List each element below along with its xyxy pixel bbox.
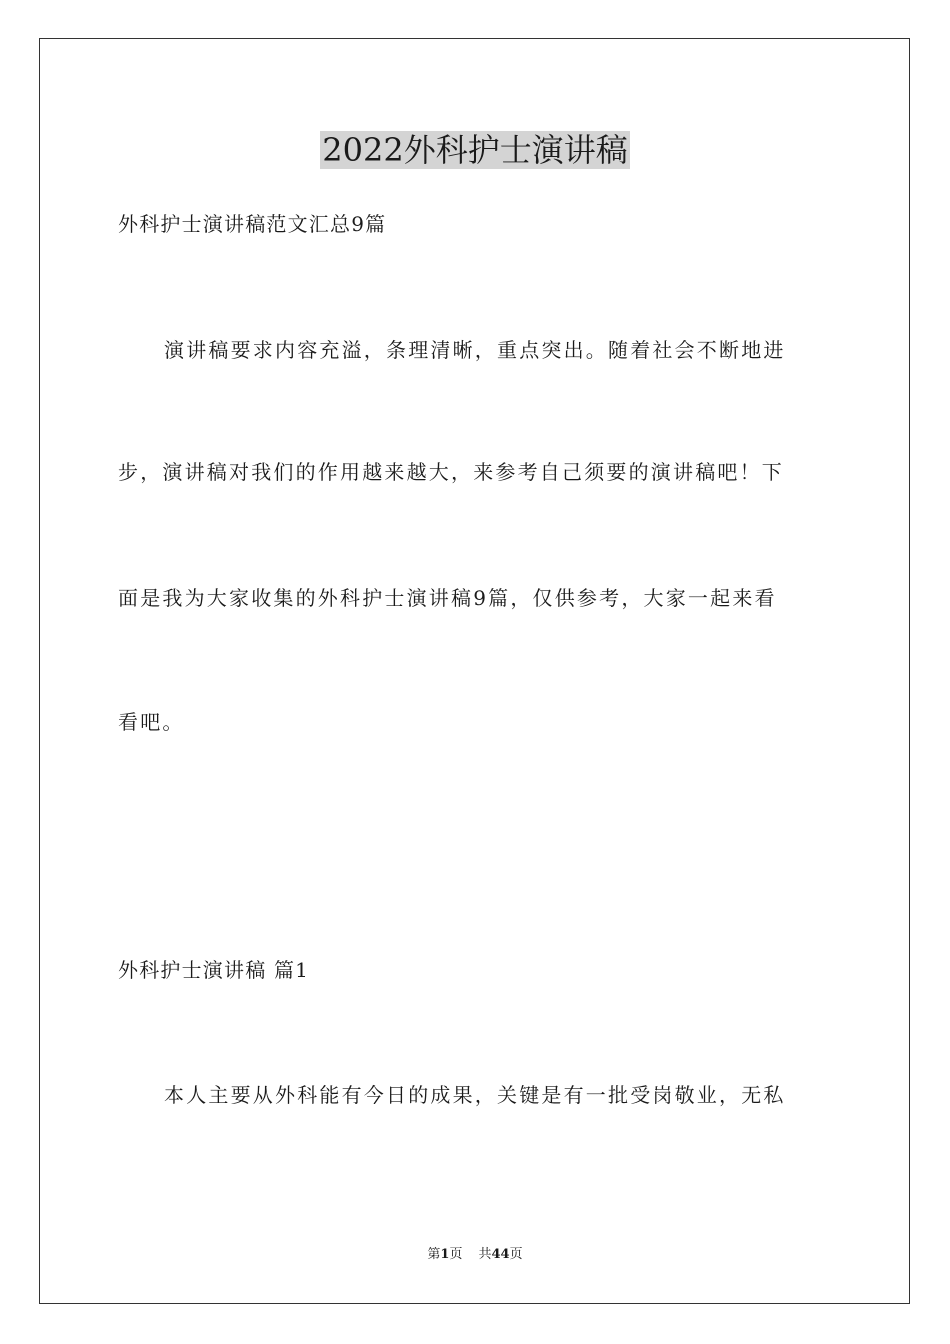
footer-total-pages: 44 [491, 1247, 510, 1262]
document-title [0, 128, 950, 172]
intro-paragraph-line-2: 步，演讲稿对我们的作用越来越大，来参考自己须要的演讲稿吧！下 [118, 460, 784, 484]
footer-page-prefix: 第 [427, 1247, 441, 1262]
footer-total-prefix: 共 [478, 1247, 492, 1262]
footer-page-number: 1 [440, 1247, 450, 1262]
intro-paragraph-line-4: 看吧。 [118, 710, 185, 734]
section-heading: 外科护士演讲稿 篇1 [118, 958, 310, 982]
footer-page-suffix: 页 [449, 1247, 463, 1262]
footer-total-suffix: 页 [509, 1247, 523, 1262]
document-title-text: 2022外科护士演讲稿 [322, 131, 628, 169]
intro-paragraph-line-3: 面是我为大家收集的外科护士演讲稿9篇，仅供参考，大家一起来看 [118, 586, 777, 610]
document-subtitle: 外科护士演讲稿范文汇总9篇 [118, 212, 387, 236]
intro-paragraph-line-1: 演讲稿要求内容充溢，条理清晰，重点突出。随着社会不断地进 [164, 338, 786, 362]
page-footer [0, 1246, 950, 1264]
section-paragraph-line-1: 本人主要从外科能有今日的成果，关键是有一批受岗敬业，无私 [164, 1083, 786, 1107]
